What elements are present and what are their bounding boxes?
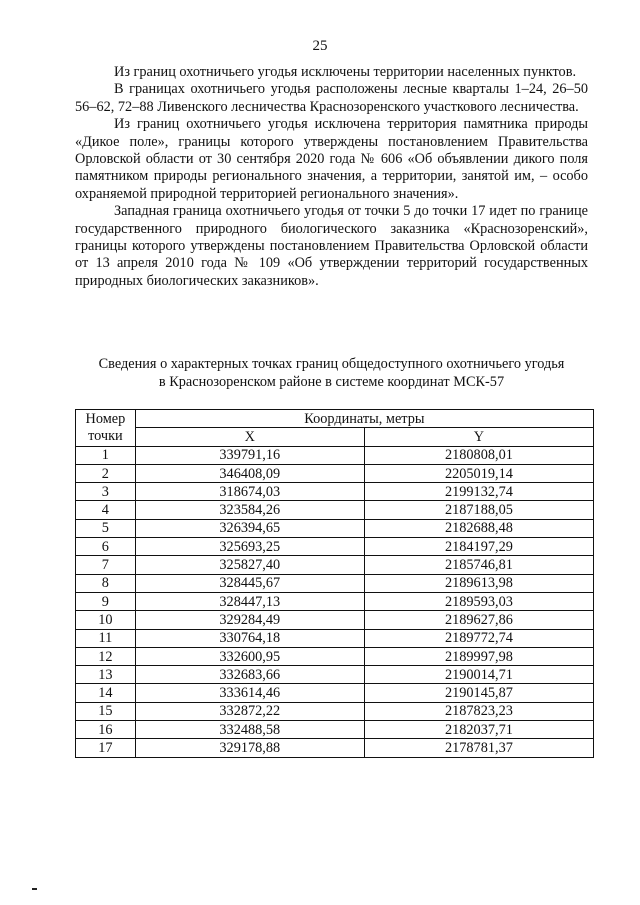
cell-y: 2180808,01 bbox=[364, 446, 593, 464]
table-caption-line-1: Сведения о характерных точках границ общедоступного охотничьего угодья bbox=[98, 356, 565, 372]
cell-point-number: 14 bbox=[76, 684, 136, 702]
cell-y: 2189593,03 bbox=[364, 592, 593, 610]
cell-point-number: 4 bbox=[76, 501, 136, 519]
paragraph-exclusions: Из границ охотничьего угодья исключены территории населенных пунктов. bbox=[114, 64, 577, 80]
paragraph-western-border: Западная граница охотничьего угодья от точки 5 до точки 17 идет по границе государственного природного биологического заказника «Краснозоренский», границы которого утверждены постановлением Правительства Орловской области от 13 апреля 2010 года № 109 «Об утверждении территорий государственных природных биологических заказников». bbox=[75, 203, 588, 289]
cell-y: 2189613,98 bbox=[364, 574, 593, 592]
cell-point-number: 10 bbox=[76, 611, 136, 629]
cell-y: 2199132,74 bbox=[364, 483, 593, 501]
header-coordinates: Координаты, метры bbox=[135, 410, 593, 428]
table-row bbox=[76, 647, 594, 665]
cell-x: 326394,65 bbox=[135, 519, 364, 537]
table-row bbox=[76, 611, 594, 629]
cell-x: 323584,26 bbox=[135, 501, 364, 519]
cell-x: 325827,40 bbox=[135, 556, 364, 574]
cell-y: 2178781,37 bbox=[364, 739, 593, 757]
cell-y: 2189772,74 bbox=[364, 629, 593, 647]
table-row bbox=[76, 501, 594, 519]
table-row bbox=[76, 629, 594, 647]
table-row bbox=[76, 666, 594, 684]
table-row bbox=[76, 556, 594, 574]
table-header-row bbox=[76, 410, 594, 428]
cell-point-number: 17 bbox=[76, 739, 136, 757]
cell-y: 2189997,98 bbox=[364, 647, 593, 665]
cell-y: 2184197,29 bbox=[364, 538, 593, 556]
cell-point-number: 8 bbox=[76, 574, 136, 592]
body-text bbox=[75, 64, 588, 290]
cell-point-number: 6 bbox=[76, 538, 136, 556]
table-row bbox=[76, 464, 594, 482]
page-number: 25 bbox=[312, 38, 328, 54]
table-row bbox=[76, 574, 594, 592]
cell-y: 2187188,05 bbox=[364, 501, 593, 519]
table-row bbox=[76, 684, 594, 702]
cell-point-number: 2 bbox=[76, 464, 136, 482]
table-caption-line-2: в Краснозоренском районе в системе координат МСК-57 bbox=[158, 373, 505, 390]
cell-x: 328445,67 bbox=[135, 574, 364, 592]
margin-dash-mark bbox=[32, 888, 37, 890]
cell-x: 332683,66 bbox=[135, 666, 364, 684]
table-row bbox=[76, 721, 594, 739]
cell-x: 339791,16 bbox=[135, 446, 364, 464]
cell-point-number: 11 bbox=[76, 629, 136, 647]
paragraph-forest-quarters: В границах охотничьего угодья расположены лесные кварталы 1–24, 26–50 56–62, 72–88 Ливенского лесничества Краснозоренского участкового лесничества. bbox=[75, 81, 588, 115]
cell-y: 2182688,48 bbox=[364, 519, 593, 537]
cell-y: 2190145,87 bbox=[364, 684, 593, 702]
table-row bbox=[76, 702, 594, 720]
cell-point-number: 7 bbox=[76, 556, 136, 574]
cell-y: 2187823,23 bbox=[364, 702, 593, 720]
header-x: X bbox=[135, 428, 364, 446]
cell-point-number: 5 bbox=[76, 519, 136, 537]
cell-y: 2182037,71 bbox=[364, 721, 593, 739]
cell-y: 2189627,86 bbox=[364, 611, 593, 629]
table-row bbox=[76, 519, 594, 537]
cell-point-number: 12 bbox=[76, 647, 136, 665]
cell-y: 2185746,81 bbox=[364, 556, 593, 574]
cell-x: 332488,58 bbox=[135, 721, 364, 739]
header-point-number: Номер точки bbox=[76, 410, 136, 447]
cell-x: 328447,13 bbox=[135, 592, 364, 610]
cell-x: 330764,18 bbox=[135, 629, 364, 647]
cell-x: 318674,03 bbox=[135, 483, 364, 501]
cell-y: 2190014,71 bbox=[364, 666, 593, 684]
table-row bbox=[76, 446, 594, 464]
cell-x: 329284,49 bbox=[135, 611, 364, 629]
table-caption bbox=[75, 356, 588, 391]
table-body bbox=[76, 446, 594, 757]
cell-x: 329178,88 bbox=[135, 739, 364, 757]
table-row bbox=[76, 739, 594, 757]
header-y: Y bbox=[364, 428, 593, 446]
cell-point-number: 16 bbox=[76, 721, 136, 739]
cell-point-number: 1 bbox=[76, 446, 136, 464]
cell-point-number: 3 bbox=[76, 483, 136, 501]
cell-y: 2205019,14 bbox=[364, 464, 593, 482]
table-row bbox=[76, 483, 594, 501]
cell-point-number: 13 bbox=[76, 666, 136, 684]
cell-x: 333614,46 bbox=[135, 684, 364, 702]
table-row bbox=[76, 592, 594, 610]
cell-x: 346408,09 bbox=[135, 464, 364, 482]
cell-point-number: 15 bbox=[76, 702, 136, 720]
cell-x: 332600,95 bbox=[135, 647, 364, 665]
paragraph-nature-monument: Из границ охотничьего угодья исключена территория памятника природы «Дикое поле», границы которого утверждены постановлением Правительства Орловской области от 30 сентября 2020 года № 606 «Об объявлении дикого поля памятником природы регионального значения, а территории, занятой им, – особо охраняемой природной территорией регионального значения». bbox=[75, 116, 588, 202]
cell-x: 332872,22 bbox=[135, 702, 364, 720]
table-subheader-row bbox=[76, 428, 594, 446]
cell-point-number: 9 bbox=[76, 592, 136, 610]
coordinates-table bbox=[75, 409, 594, 758]
table-row bbox=[76, 538, 594, 556]
cell-x: 325693,25 bbox=[135, 538, 364, 556]
